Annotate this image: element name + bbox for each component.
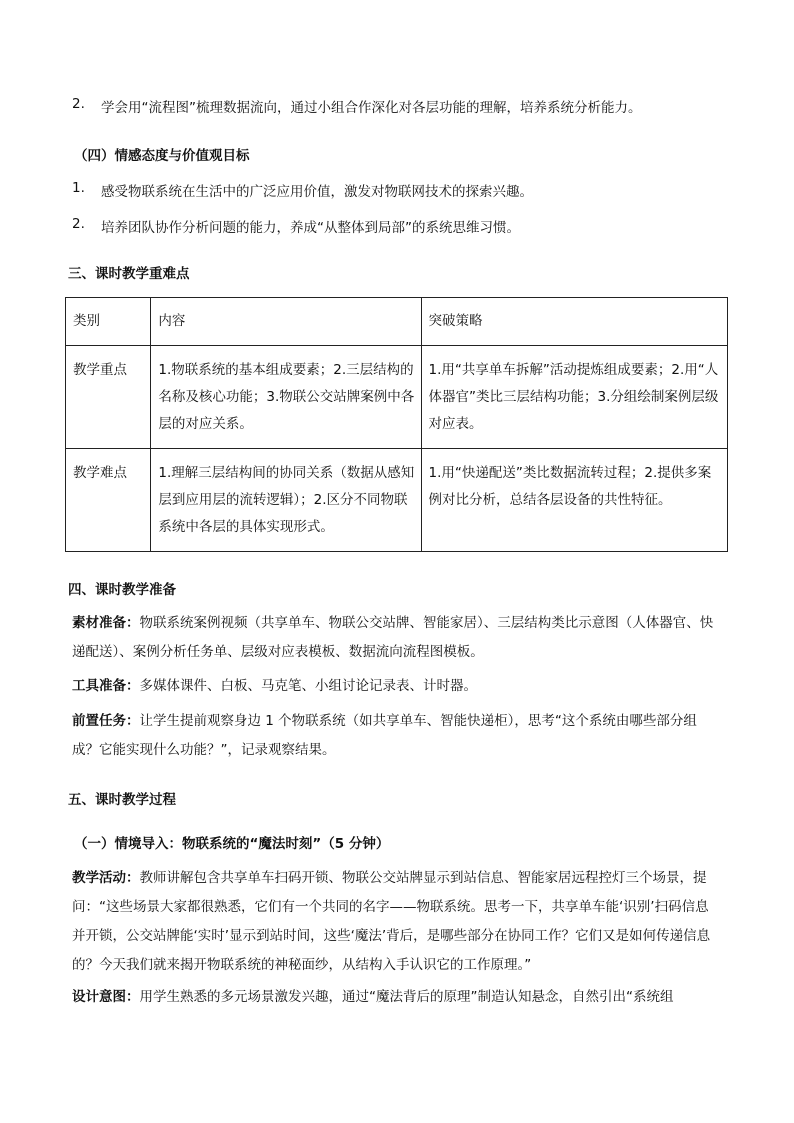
activity-paragraph	[72, 864, 722, 980]
table-header-row	[66, 298, 728, 346]
intent-text: 用学生熟悉的多元场景激发兴趣，通过“魔法背后的原理”制造认知悬念，自然引出“系统组	[139, 989, 674, 1005]
section-heading: 三、课时教学重难点	[68, 266, 190, 282]
table-header-cell: 内容	[151, 298, 421, 346]
section-heading: （四）情感态度与价值观目标	[74, 148, 250, 164]
list-number: 2.	[72, 216, 85, 232]
materials-label: 素材准备：	[72, 615, 140, 631]
table-cell-strategy: 1.用“快递配送”类比数据流转过程；2.提供多案例对比分析，总结各层设备的共性特征。	[421, 449, 727, 552]
table-header-cell: 突破策略	[421, 298, 727, 346]
table-cell-strategy: 1.用“共享单车拆解”活动提炼组成要素；2.用“人体器官”类比三层结构功能；3.分组绘制案例层级对应表。	[421, 346, 727, 449]
list-number: 1.	[72, 180, 85, 196]
key-difficult-points-table	[65, 297, 728, 552]
activity-text: 教师讲解包含共享单车扫码开锁、物联公交站牌显示到站信息、智能家居远程控灯三个场景，提问：“这些场景大家都很熟悉，它们有一个共同的名字——物联系统。思考一下，共享单车能‘识别’扫码信息并开锁，公交站牌能‘实时’显示到站时间，这些‘魔法’背后，是哪些部分在协同工作？它们又是如何传递信息的？今天我们就来揭开物联系统的神秘面纱，从结构入手认识它的工作原理。”	[72, 870, 711, 973]
pretask-paragraph	[72, 707, 722, 765]
subsection-heading: （一）情境导入：物联系统的“魔法时刻”（5 分钟）	[74, 836, 390, 852]
table-row	[66, 346, 728, 449]
list-item-text: 学会用“流程图”梳理数据流向，通过小组合作深化对各层功能的理解，培养系统分析能力。	[101, 100, 642, 116]
list-item-text: 感受物联系统在生活中的广泛应用价值，激发对物联网技术的探索兴趣。	[101, 184, 533, 200]
table-header-cell: 类别	[66, 298, 151, 346]
table-cell-content: 1.理解三层结构间的协同关系（数据从感知层到应用层的流转逻辑）；2.区分不同物联系统中各层的具体实现形式。	[151, 449, 421, 552]
table-cell-category: 教学重点	[66, 346, 151, 449]
table-row	[66, 449, 728, 552]
tools-paragraph	[72, 672, 722, 701]
pretask-label: 前置任务：	[72, 713, 140, 729]
section-heading: 五、课时教学过程	[68, 792, 176, 808]
pretask-text: 让学生提前观察身边 1 个物联系统（如共享单车、智能快递柜），思考“这个系统由哪些部分组成？它能实现什么功能？”，记录观察结果。	[72, 713, 697, 758]
intent-label: 设计意图：	[72, 989, 140, 1005]
materials-text: 物联系统案例视频（共享单车、物联公交站牌、智能家居）、三层结构类比示意图（人体器官、快递配送）、案例分析任务单、层级对应表模板、数据流向流程图模板。	[72, 615, 714, 660]
intent-paragraph	[72, 983, 722, 1012]
activity-label: 教学活动：	[72, 870, 140, 886]
table-cell-content: 1.物联系统的基本组成要素；2.三层结构的名称及核心功能；3.物联公交站牌案例中各层的对应关系。	[151, 346, 421, 449]
materials-paragraph	[72, 609, 722, 667]
table-cell-category: 教学难点	[66, 449, 151, 552]
tools-text: 多媒体课件、白板、马克笔、小组讨论记录表、计时器。	[139, 678, 477, 694]
section-heading: 四、课时教学准备	[68, 582, 176, 598]
list-number: 2.	[72, 96, 85, 112]
tools-label: 工具准备：	[72, 678, 140, 694]
list-item-text: 培养团队协作分析问题的能力，养成“从整体到局部”的系统思维习惯。	[101, 220, 520, 236]
